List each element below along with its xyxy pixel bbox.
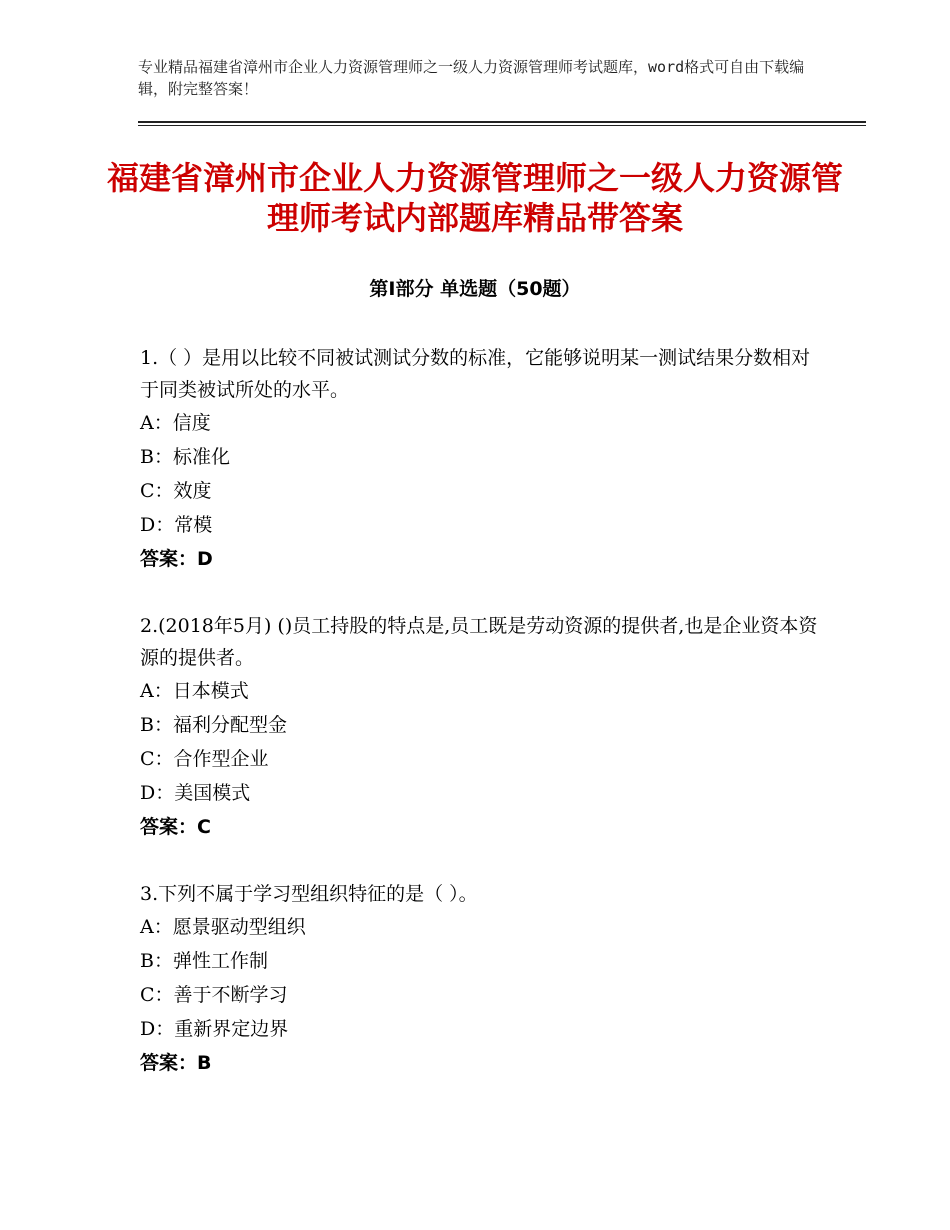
option-c: C：效度 (140, 480, 212, 502)
option-b: B：标准化 (140, 446, 230, 468)
question-3 (140, 878, 820, 1080)
option-d: D：重新界定边界 (140, 1018, 289, 1040)
document-title: 福建省漳州市企业人力资源管理师之一级人力资源管理师考试内部题库精品带答案 (106, 159, 843, 237)
question-list (140, 342, 820, 1114)
option-c: C：善于不断学习 (140, 984, 288, 1006)
option-a: A：日本模式 (140, 680, 249, 702)
section-title: 第Ⅰ部分 单选题（50题） (369, 278, 581, 300)
question-2 (140, 610, 820, 844)
option-d: D：美国模式 (140, 782, 251, 804)
option-d: D：常模 (140, 514, 213, 536)
option-b: B：弹性工作制 (140, 950, 268, 972)
question-stem: 3.下列不属于学习型组织特征的是（ ）。 (140, 883, 478, 905)
question-stem: 1.（ ）是用以比较不同被试测试分数的标准，它能够说明某一测试结果分数相对于同类被试所处的水平。 (140, 347, 811, 401)
option-c: C：合作型企业 (140, 748, 269, 770)
header-note: 专业精品福建省漳州市企业人力资源管理师之一级人力资源管理师考试题库，word格式可自由下载编辑，附完整答案！ (138, 58, 805, 98)
question-stem: 2.(2018年5月) ()员工持股的特点是,员工既是劳动资源的提供者,也是企业资本资源的提供者。 (140, 615, 818, 669)
header-rule-thin (138, 125, 866, 126)
header-rule-thick (138, 121, 866, 123)
answer: 答案：B (140, 1052, 212, 1074)
answer: 答案：C (140, 816, 211, 838)
option-b: B：福利分配型金 (140, 714, 287, 736)
question-1 (140, 342, 820, 576)
option-a: A：愿景驱动型组织 (140, 916, 306, 938)
option-a: A：信度 (140, 412, 211, 434)
answer: 答案：D (140, 548, 213, 570)
